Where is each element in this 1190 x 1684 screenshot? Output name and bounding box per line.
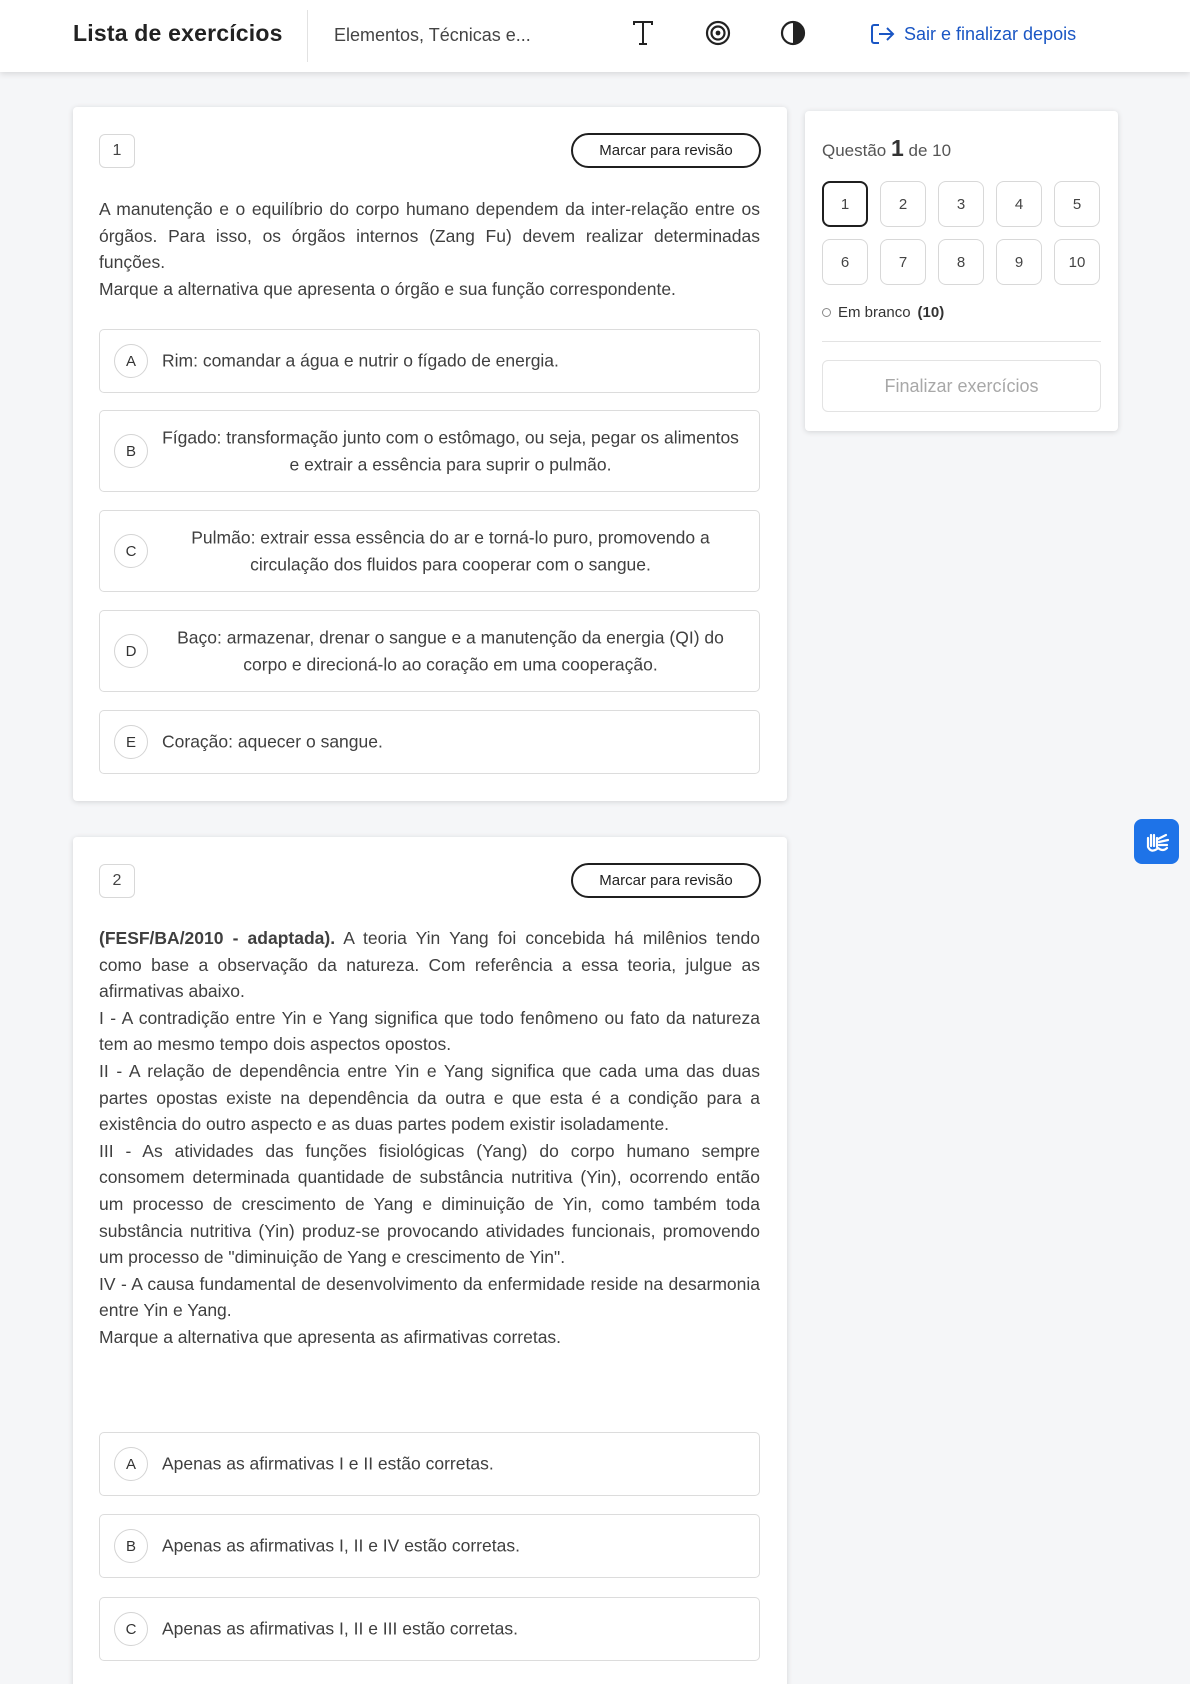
option-a[interactable] — [99, 1432, 760, 1496]
statement-item-iv: IV - A causa fundamental de desenvolvimento da enfermidade reside na desarmonia entre Yin e Yang. — [99, 1273, 760, 1321]
exit-label: Sair e finalizar depois — [904, 23, 1077, 44]
question-number: 1 — [99, 134, 135, 168]
option-text: Pulmão: extrair essa essência do ar e torná-lo puro, promovendo a circulação dos fluidos para cooperar com o sangue. — [191, 527, 710, 574]
contrast-icon[interactable] — [778, 18, 808, 48]
mark-for-review-button[interactable]: Marcar para revisão — [571, 133, 761, 168]
font-size-icon[interactable] — [628, 18, 658, 48]
option-text: Apenas as afirmativas I, II e III estão corretas. — [162, 1618, 518, 1639]
option-text: Apenas as afirmativas I, II e IV estão corretas. — [162, 1535, 520, 1556]
statement-paragraph — [99, 925, 760, 1005]
option-b[interactable] — [99, 410, 760, 492]
blank-count: (10) — [917, 304, 945, 321]
option-c[interactable] — [99, 1597, 760, 1661]
option-letter: E — [114, 725, 148, 759]
question-navigator — [805, 111, 1118, 431]
statement-paragraph: A manutenção e o equilíbrio do corpo humano dependem da inter-relação entre os órgãos. Para isso, os órgãos internos (Zang Fu) devem realizar determinadas funções. — [99, 199, 760, 273]
question-nav-6[interactable]: 6 — [822, 239, 868, 285]
option-text: Baço: armazenar, drenar o sangue e a manutenção da energia (QI) do corpo e direcioná-lo ao coração em uma cooperação. — [177, 627, 724, 674]
question-nav-8[interactable]: 8 — [938, 239, 984, 285]
question-nav-7[interactable]: 7 — [880, 239, 926, 285]
option-text: Apenas as afirmativas I e II estão corretas. — [162, 1453, 494, 1474]
option-letter: B — [114, 1529, 148, 1563]
statement-instruction: Marque a alternativa que apresenta o órgão e sua função correspondente. — [99, 278, 676, 299]
statement-item-i: I - A contradição entre Yin e Yang significa que todo fenômeno ou fato da natureza tem ao mesmo tempo dois aspectos opostos. — [99, 1007, 760, 1055]
question-nav-3[interactable]: 3 — [938, 181, 984, 227]
statement-item-iii: III - As atividades das funções fisiológicas (Yang) do corpo humano sempre consomem determinada quantidade de substância nutritiva (Yin), ocorrendo então um processo de crescimento de Yang e diminuição de Yin, como também toda substância nutritiva (Yin) produz-se provocando atividades funcionais, promovendo um processo de "diminuição de Yang e crescimento de Yin". — [99, 1140, 760, 1268]
statement-instruction: Marque a alternativa que apresenta as afirmativas corretas. — [99, 1326, 562, 1347]
question-nav-9[interactable]: 9 — [996, 239, 1042, 285]
header-divider — [307, 10, 308, 62]
blank-status-dot — [822, 308, 831, 317]
top-header — [0, 0, 1190, 72]
option-a[interactable] — [99, 329, 760, 393]
question-nav-2[interactable]: 2 — [880, 181, 926, 227]
finish-exercises-button[interactable]: Finalizar exercícios — [822, 360, 1101, 412]
option-d[interactable] — [99, 610, 760, 692]
option-text: Coração: aquecer o sangue. — [162, 731, 383, 752]
exit-finish-later-link[interactable] — [870, 22, 1076, 46]
question-card-1 — [73, 107, 787, 801]
option-letter: C — [114, 1612, 148, 1646]
option-e[interactable] — [99, 710, 760, 774]
mark-for-review-button[interactable]: Marcar para revisão — [571, 863, 761, 898]
option-letter: A — [114, 1447, 148, 1481]
navigator-total: de 10 — [908, 141, 952, 160]
blank-label: Em branco — [838, 304, 911, 321]
navigator-title — [822, 135, 951, 162]
statement-item-ii: II - A relação de dependência entre Yin e Yang significa que cada uma das duas partes opostas existe na dependência da outra e que esta é a condição para a existência do outro aspecto e as duas partes podem existir isoladamente. — [99, 1060, 760, 1135]
question-statement — [99, 925, 760, 1351]
navigator-prefix: Questão — [822, 141, 887, 160]
option-letter: B — [114, 434, 148, 468]
question-nav-5[interactable]: 5 — [1054, 181, 1100, 227]
option-letter: D — [114, 634, 148, 668]
option-c[interactable] — [99, 510, 760, 592]
option-b[interactable] — [99, 1514, 760, 1578]
statement-intro: A teoria Yin Yang foi concebida há milênios tendo como base a observação da natureza. Com referência a essa teoria, julgue as afirmativas abaixo. — [99, 928, 760, 1002]
logout-icon — [870, 22, 896, 46]
option-letter: C — [114, 534, 148, 568]
question-source: (FESF/BA/2010 - adaptada). — [99, 928, 336, 948]
question-nav-10[interactable]: 10 — [1054, 239, 1100, 285]
focus-target-icon[interactable] — [703, 18, 733, 48]
subject-breadcrumb: Elementos, Técnicas e... — [334, 25, 531, 45]
blank-legend — [822, 304, 944, 321]
page-title: Lista de exercícios — [73, 20, 283, 46]
sign-language-hands-icon — [1142, 827, 1172, 857]
sign-language-button[interactable] — [1134, 819, 1179, 864]
navigator-divider — [822, 341, 1101, 342]
question-statement — [99, 196, 760, 302]
question-nav-4[interactable]: 4 — [996, 181, 1042, 227]
question-card-2 — [73, 837, 787, 1684]
current-question-number: 1 — [891, 135, 904, 161]
question-nav-1[interactable]: 1 — [822, 181, 868, 227]
option-text: Fígado: transformação junto com o estômago, ou seja, pegar os alimentos e extrair a essência para suprir o pulmão. — [162, 427, 739, 474]
option-text: Rim: comandar a água e nutrir o fígado de energia. — [162, 350, 559, 371]
option-letter: A — [114, 344, 148, 378]
question-number: 2 — [99, 864, 135, 898]
